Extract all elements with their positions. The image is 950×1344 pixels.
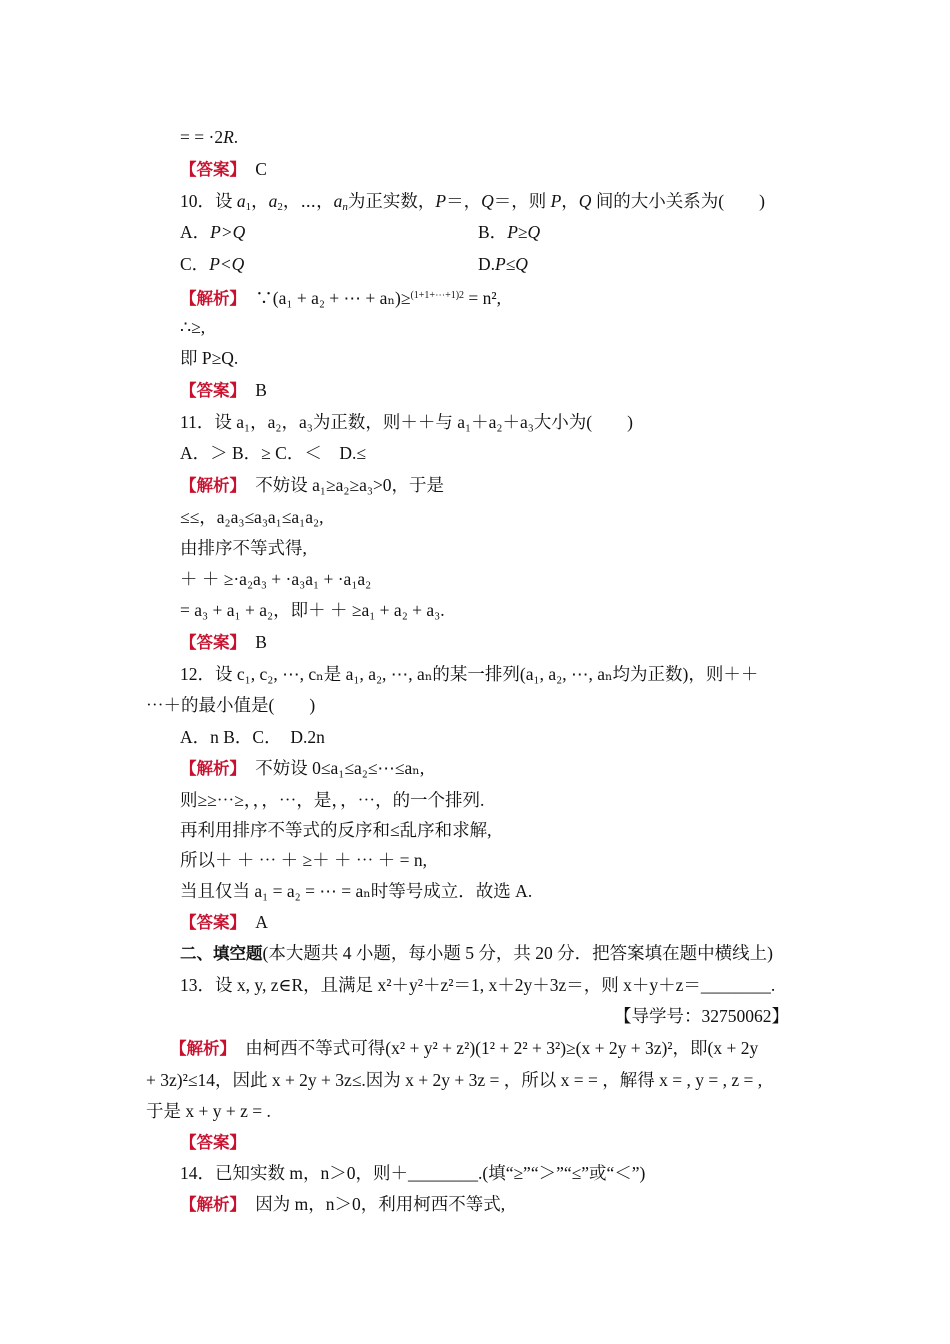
q11-solution-3: 由排序不等式得,: [180, 538, 307, 558]
q14-solution-1: 【解析】 因为 m，n＞0，利用柯西不等式,: [180, 1194, 506, 1214]
q10-option-a: A．P>Q: [180, 222, 246, 242]
question-14: 14．已知实数 m，n＞0，则＋________.(填“≥”“＞”“≤”或“＜”): [180, 1163, 646, 1183]
q10-solution-1: 【解析】 ∵(a₁ + a₂ + ⋯ + aₙ)≥$^{(1+1+\cdots+1)2}$ = n²,: [180, 288, 502, 308]
answer-13: 【答案】: [180, 1133, 238, 1152]
q12-solution-3: 再利用排序不等式的反序和≤乱序和求解,: [180, 820, 492, 840]
q11-options: A．＞ B．≥ C．＜ D.≤: [180, 443, 366, 463]
answer-11: 【答案】 B: [180, 632, 267, 652]
q12-options: A．n B．C． D.2n: [180, 727, 325, 747]
question-11: 11．设 a₁，a₂，a₃为正数，则＋＋与 a₁＋a₂＋a₃大小为( ): [180, 412, 633, 432]
answer-9: 【答案】 C: [180, 159, 267, 179]
q10-solution-2: ∴≥,: [180, 317, 206, 337]
q12-solution-2: 则≥≥⋯≥，，，⋯，是，，⋯，的一个排列.: [180, 790, 485, 810]
q12-solution-1: 【解析】 不妨设 0≤a₁≤a₂≤⋯≤aₙ,: [180, 758, 425, 778]
question-12-line-1: 12．设 c₁, c₂, ⋯, cₙ是 a₁, a₂, ⋯, aₙ的某一排列(a₁, a₂, ⋯, aₙ均为正数)，则＋＋: [180, 664, 759, 684]
question-13: 13．设 x, y, z∈R，且满足 x²＋y²＋z²＝1, x＋2y＋3z＝，则 x＋y＋z＝________.: [180, 975, 776, 995]
q13-solution-2: + 3z)²≤14，因此 x + 2y + 3z≤.因为 x + 2y + 3z = ，所以 x = = ，解得 x = , y = , z = ,: [146, 1070, 763, 1090]
guide-number: 【导学号：32750062】: [614, 1006, 789, 1026]
answer-12: 【答案】 A: [180, 912, 268, 932]
q12-solution-4: 所以＋ ＋ ⋯ ＋ ≥＋ ＋ ⋯ ＋ = n,: [180, 850, 427, 870]
q10-option-c: C．P<Q: [180, 254, 245, 274]
answer-10: 【答案】 B: [180, 380, 267, 400]
question-10: 10．设 $a_1$，$a_2$，⋯，$a_n$为正实数，P＝，Q＝，则 P，Q 间的大小关系为( ): [180, 191, 765, 213]
q10-option-d: D.P≤Q: [478, 254, 528, 274]
q11-solution-4: ＋ ＋ ≥·a₂a₃ + ·a₃a₁ + ·a₁a₂: [180, 569, 372, 589]
q10-option-b: B．P≥Q: [478, 222, 541, 242]
section-heading: 二、填空题(本大题共 4 小题，每小题 5 分，共 20 分．把答案填在题中横线上): [180, 943, 773, 963]
q11-solution-2: ≤≤，a₂a₃≤a₃a₁≤a₁a₂,: [180, 507, 324, 527]
continuation-line: = = ·2R.: [180, 127, 239, 147]
q12-solution-5: 当且仅当 a₁ = a₂ = ⋯ = aₙ时等号成立．故选 A.: [180, 881, 533, 901]
q13-solution-3: 于是 x + y + z = .: [146, 1101, 271, 1121]
question-12-line-2: ⋯＋的最小值是( ): [146, 695, 316, 715]
q13-solution-1: 【解析】 由柯西不等式可得(x² + y² + z²)(1² + 2² + 3²)≥(x + 2y + 3z)²，即(x + 2y: [170, 1038, 759, 1058]
q11-solution-1: 【解析】 不妨设 a₁≥a₂≥a₃>0，于是: [180, 475, 445, 495]
q10-solution-3: 即 P≥Q.: [180, 348, 239, 368]
q11-solution-5: = a₃ + a₁ + a₂，即＋ ＋ ≥a₁ + a₂ + a₃.: [180, 600, 445, 620]
